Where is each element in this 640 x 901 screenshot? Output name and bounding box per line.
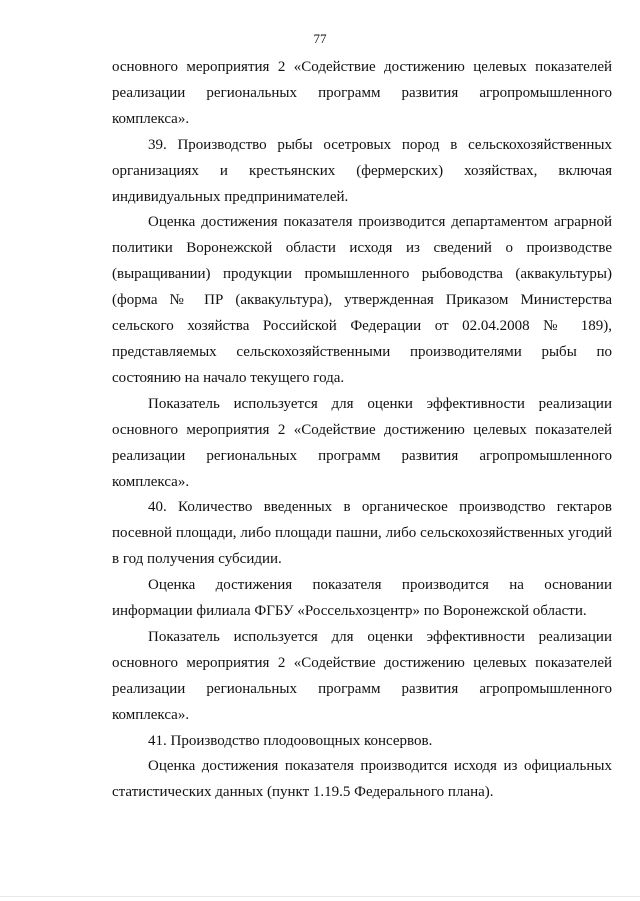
text-line: основного мероприятия 2 «Содействие достижению целевых показателей (112, 421, 612, 438)
text-line: организациях и крестьянских (фермерских) хозяйствах, включая (112, 162, 612, 179)
text-line: (выращивании) продукции промышленного рыбоводства (аквакультуры) (112, 266, 612, 283)
text-line: в год получения субсидии. (112, 551, 282, 568)
paragraph-item-39-title (112, 133, 612, 211)
text-line: посевной площади, либо площади пашни, либо сельскохозяйственных угодий (112, 525, 612, 542)
text-line: Показатель используется для оценки эффективности реализации (148, 395, 612, 412)
text-line: Показатель используется для оценки эффективности реализации (148, 628, 612, 645)
paragraph-item-39-assessment (112, 210, 612, 391)
text-line: Оценка достижения показателя производится департаментом аграрной (148, 214, 612, 231)
text-line: 41. Производство плодоовощных консервов. (148, 732, 433, 749)
text-line: представляемых сельскохозяйственными производителями рыбы по (112, 343, 612, 360)
text-line: 39. Производство рыбы осетровых пород в сельскохозяйственных (148, 136, 612, 153)
text-line: сельского хозяйства Российской Федерации от 02.04.2008 № 189), (112, 318, 612, 335)
text-line: комплекса». (112, 110, 190, 127)
paragraph-item-40-assessment (112, 573, 612, 625)
text-line: реализации региональных программ развития агропромышленного (112, 447, 612, 464)
text-line: Оценка достижения показателя производится на основании (148, 577, 612, 594)
paragraph-item-41-title (112, 729, 612, 755)
page-number: 77 (313, 31, 327, 46)
text-line: реализации региональных программ развития агропромышленного (112, 84, 612, 101)
text-line: 40. Количество введенных в органическое производство гектаров (148, 499, 612, 516)
paragraph-item-39-usage (112, 392, 612, 496)
text-line: основного мероприятия 2 «Содействие достижению целевых показателей (112, 654, 612, 671)
text-line: политики Воронежской области исходя из сведений о производстве (112, 240, 612, 257)
text-line: информации филиала ФГБУ «Россельхозцентр» по Воронежской области. (112, 603, 587, 620)
text-line: реализации региональных программ развития агропромышленного (112, 680, 612, 697)
paragraph-item-40-usage (112, 625, 612, 729)
paragraph-item-40-title (112, 495, 612, 573)
text-line: состоянию на начало текущего года. (112, 369, 345, 386)
text-line: основного мероприятия 2 «Содействие достижению целевых показателей (112, 59, 612, 75)
text-line: индивидуальных предпринимателей. (112, 188, 349, 205)
paragraph-item-41-assessment (112, 754, 612, 806)
page-bottom-edge (0, 896, 640, 897)
text-line: комплекса». (112, 473, 190, 490)
text-line: Оценка достижения показателя производится исходя из официальных (148, 758, 612, 775)
text-line: статистических данных (пункт 1.19.5 Федерального плана). (112, 784, 494, 801)
paragraph-program-reference-1 (112, 55, 612, 133)
text-line: комплекса». (112, 706, 190, 723)
text-line: (форма № ПР (аквакультура), утвержденная Приказом Министерства (112, 292, 612, 309)
document-body (112, 55, 612, 806)
